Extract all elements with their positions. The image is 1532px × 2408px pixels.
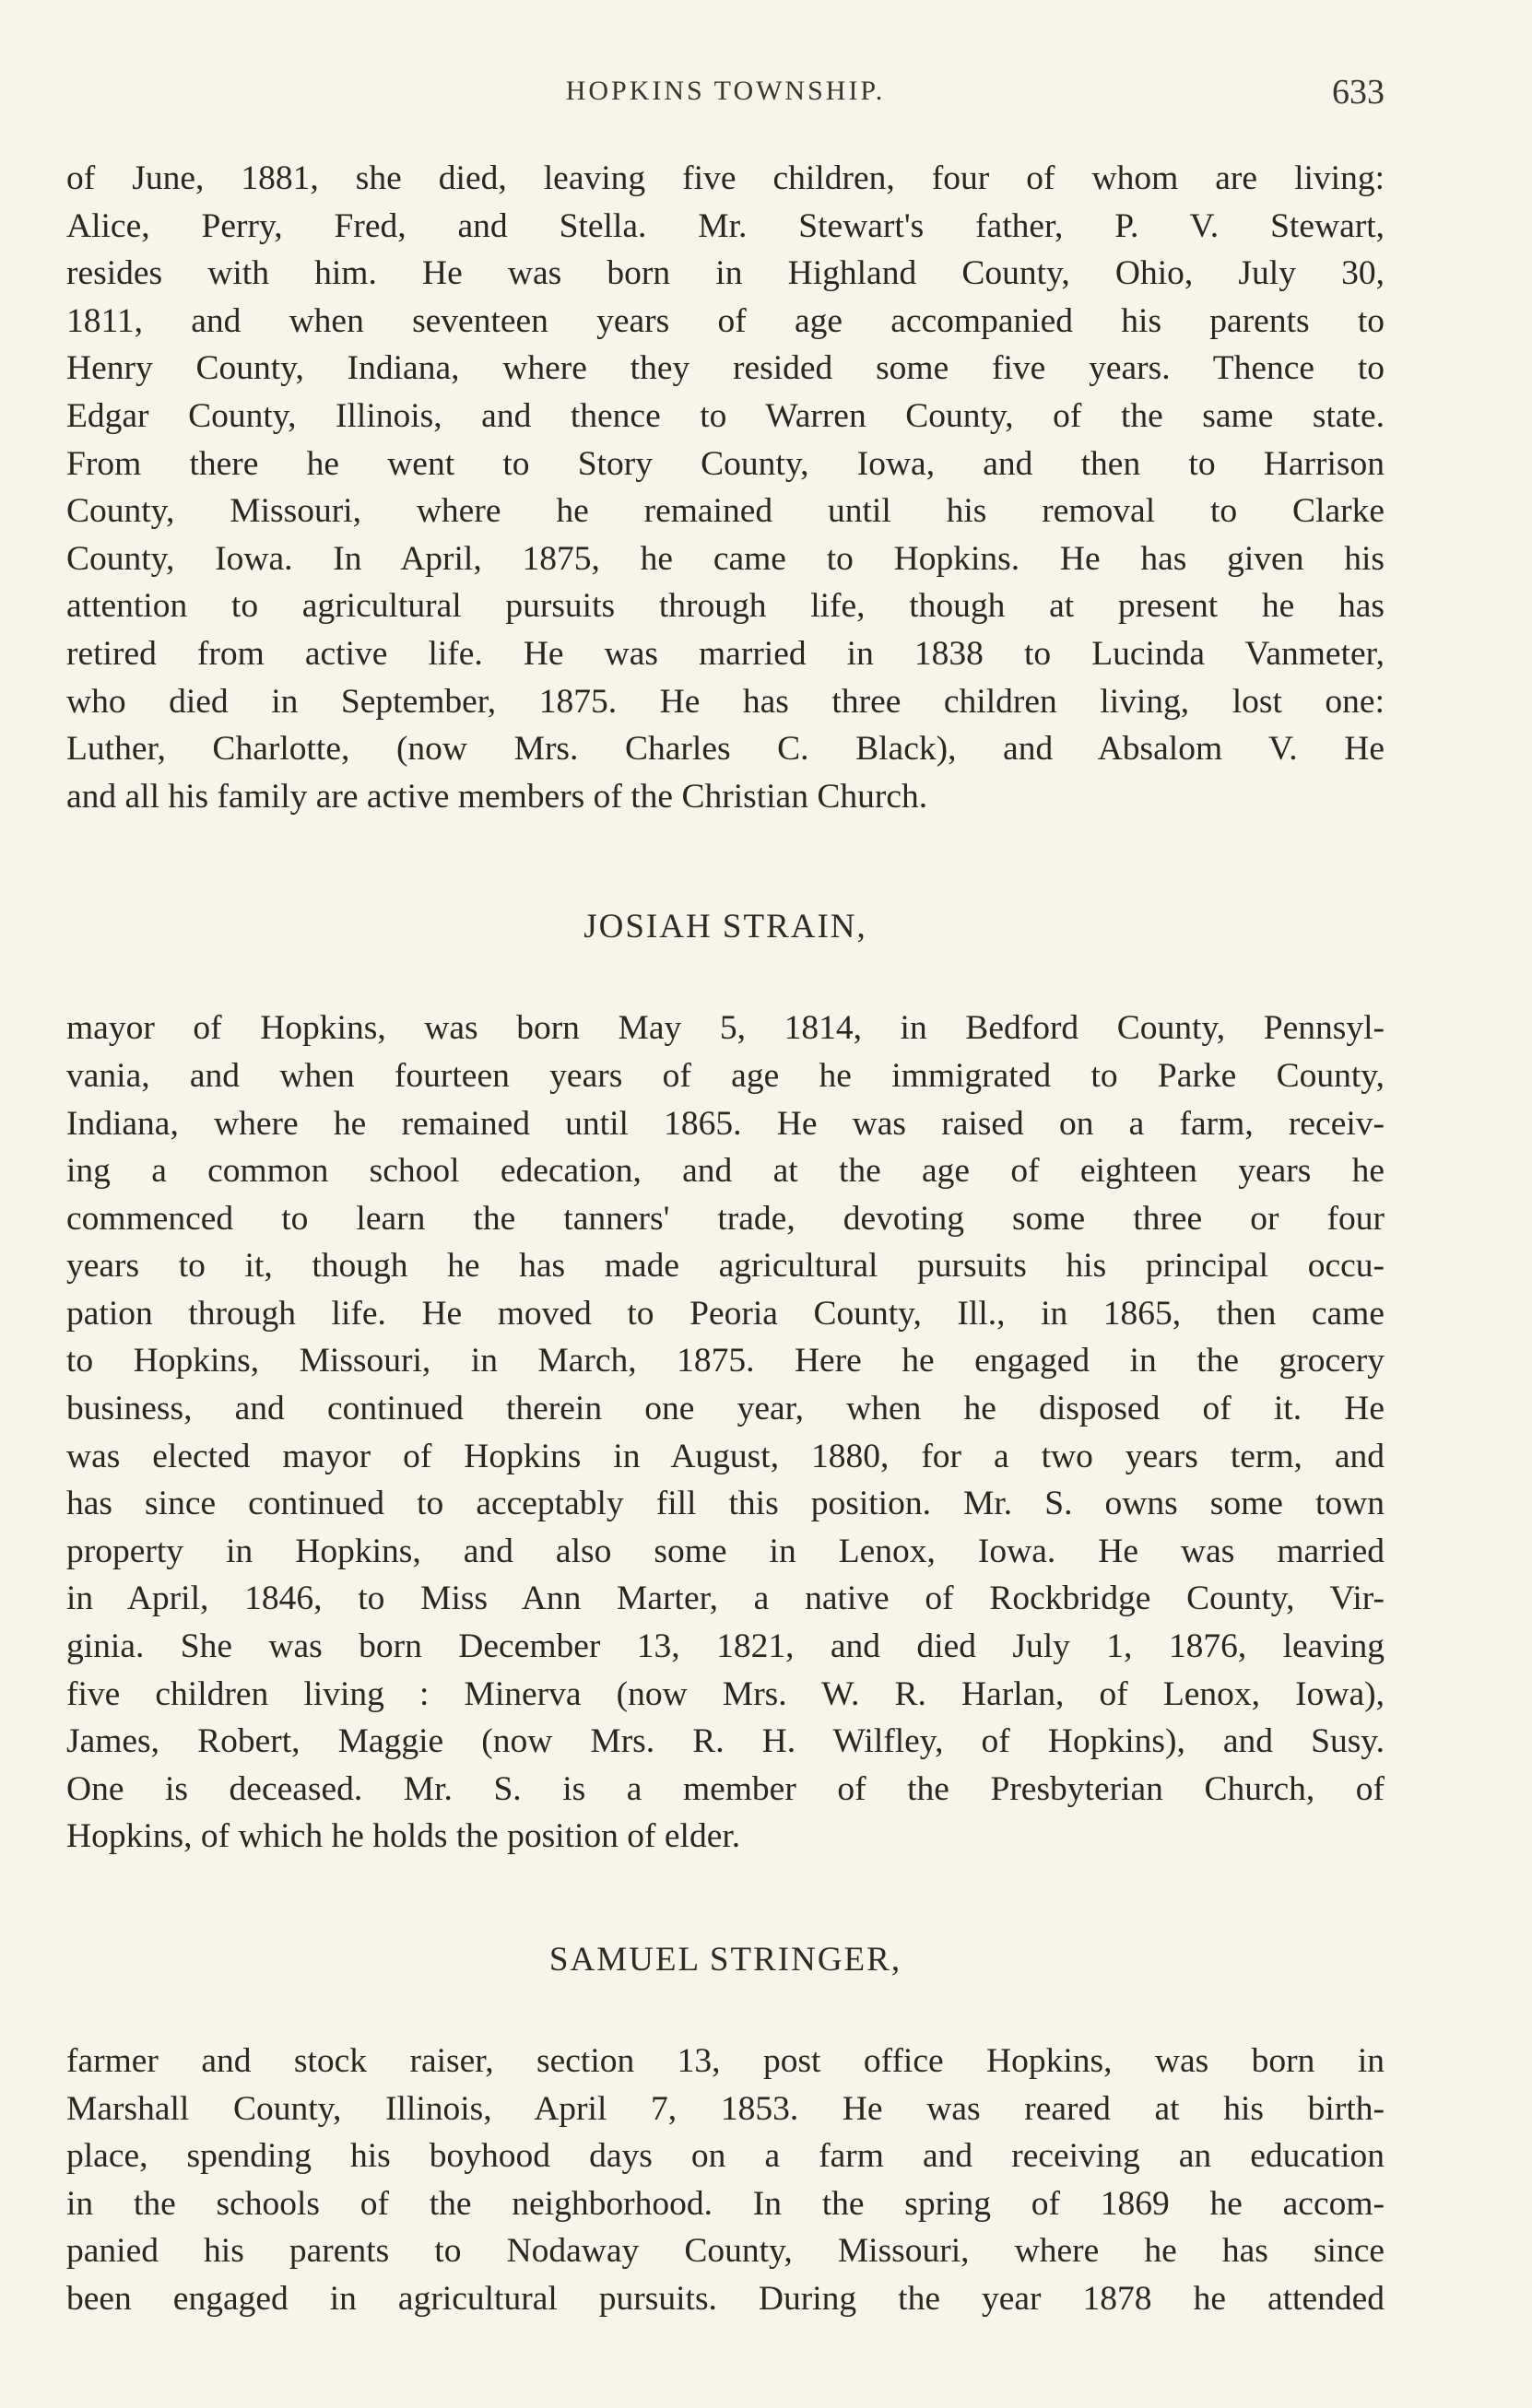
- text-line: business, and continued therein one year, when he disposed of it. He: [66, 1390, 1385, 1428]
- running-title: HOPKINS TOWNSHIP.: [565, 76, 886, 106]
- text-line: been engaged in agricultural pursuits. During the year 1878 he attended: [66, 2279, 1385, 2318]
- text-line: of June, 1881, she died, leaving five children, four of whom are living:: [66, 159, 1385, 197]
- text-line: attention to agricultural pursuits through life, though at present he has: [66, 587, 1385, 626]
- paragraph-samuel-stringer: [66, 2038, 1385, 2323]
- text-line: pation through life. He moved to Peoria County, Ill., in 1865, then came: [66, 1294, 1385, 1333]
- text-line: was elected mayor of Hopkins in August, 1880, for a two years term, and: [66, 1437, 1385, 1475]
- text-line: resides with him. He was born in Highland County, Ohio, July 30,: [66, 254, 1385, 293]
- text-line: James, Robert, Maggie (now Mrs. R. H. Wilfley, of Hopkins), and Susy.: [66, 1722, 1385, 1761]
- paragraph-josiah-strain: [66, 1004, 1385, 1861]
- running-head: [66, 73, 1385, 131]
- text-line: and all his family are active members of the Christian Church.: [66, 777, 928, 816]
- text-line: From there he went to Story County, Iowa, and then to Harrison: [66, 444, 1385, 483]
- text-line: County, Iowa. In April, 1875, he came to Hopkins. He has given his: [66, 539, 1385, 578]
- text-line: in April, 1846, to Miss Ann Marter, a native of Rockbridge County, Vir-: [66, 1580, 1385, 1618]
- text-line: ing a common school edecation, and at the age of eighteen years he: [66, 1152, 1385, 1191]
- page-number: 633: [1332, 73, 1385, 112]
- text-line: ginia. She was born December 13, 1821, and died July 1, 1876, leaving: [66, 1627, 1385, 1666]
- text-line: five children living : Minerva (now Mrs. W. R. Harlan, of Lenox, Iowa),: [66, 1674, 1385, 1713]
- text-line: One is deceased. Mr. S. is a member of the Presbyterian Church, of: [66, 1769, 1385, 1808]
- text-line: Henry County, Indiana, where they resided some five years. Thence to: [66, 349, 1385, 388]
- section-heading-josiah-strain: JOSIAH STRAIN,: [583, 908, 867, 946]
- text-line: 1811, and when seventeen years of age accompanied his parents to: [66, 301, 1385, 340]
- text-line: Luther, Charlotte, (now Mrs. Charles C. Black), and Absalom V. He: [66, 730, 1385, 769]
- text-line: in the schools of the neighborhood. In the spring of 1869 he accom-: [66, 2184, 1385, 2223]
- text-line: mayor of Hopkins, was born May 5, 1814, in Bedford County, Pennsyl-: [66, 1009, 1385, 1048]
- text-line: Edgar County, Illinois, and thence to Warren County, of the same state.: [66, 396, 1385, 435]
- text-line: place, spending his boyhood days on a farm and receiving an education: [66, 2137, 1385, 2176]
- text-line: to Hopkins, Missouri, in March, 1875. Here he engaged in the grocery: [66, 1342, 1385, 1380]
- text-line: has since continued to acceptably fill this position. Mr. S. owns some town: [66, 1485, 1385, 1523]
- text-line: Hopkins, of which he holds the position of elder.: [66, 1817, 741, 1856]
- text-line: Alice, Perry, Fred, and Stella. Mr. Stewart's father, P. V. Stewart,: [66, 206, 1385, 245]
- text-line: panied his parents to Nodaway County, Missouri, where he has since: [66, 2232, 1385, 2271]
- body-text: [66, 155, 1385, 2323]
- text-line: who died in September, 1875. He has three children living, lost one:: [66, 682, 1385, 721]
- paragraph-stewart-continuation: [66, 155, 1385, 820]
- text-line: retired from active life. He was married in 1838 to Lucinda Vanmeter,: [66, 634, 1385, 673]
- text-line: farmer and stock raiser, section 13, post office Hopkins, was born in: [66, 2042, 1385, 2080]
- text-line: County, Missouri, where he remained until his removal to Clarke: [66, 492, 1385, 531]
- text-line: Indiana, where he remained until 1865. He was raised on a farm, receiv-: [66, 1104, 1385, 1143]
- section-heading-samuel-stringer: SAMUEL STRINGER,: [548, 1941, 902, 1979]
- text-line: Marshall County, Illinois, April 7, 1853. He was reared at his birth-: [66, 2089, 1385, 2128]
- text-line: vania, and when fourteen years of age he immigrated to Parke County,: [66, 1056, 1385, 1095]
- text-line: years to it, though he has made agricultural pursuits his principal occu-: [66, 1247, 1385, 1286]
- text-line: commenced to learn the tanners' trade, devoting some three or four: [66, 1199, 1385, 1238]
- text-line: property in Hopkins, and also some in Lenox, Iowa. He was married: [66, 1532, 1385, 1570]
